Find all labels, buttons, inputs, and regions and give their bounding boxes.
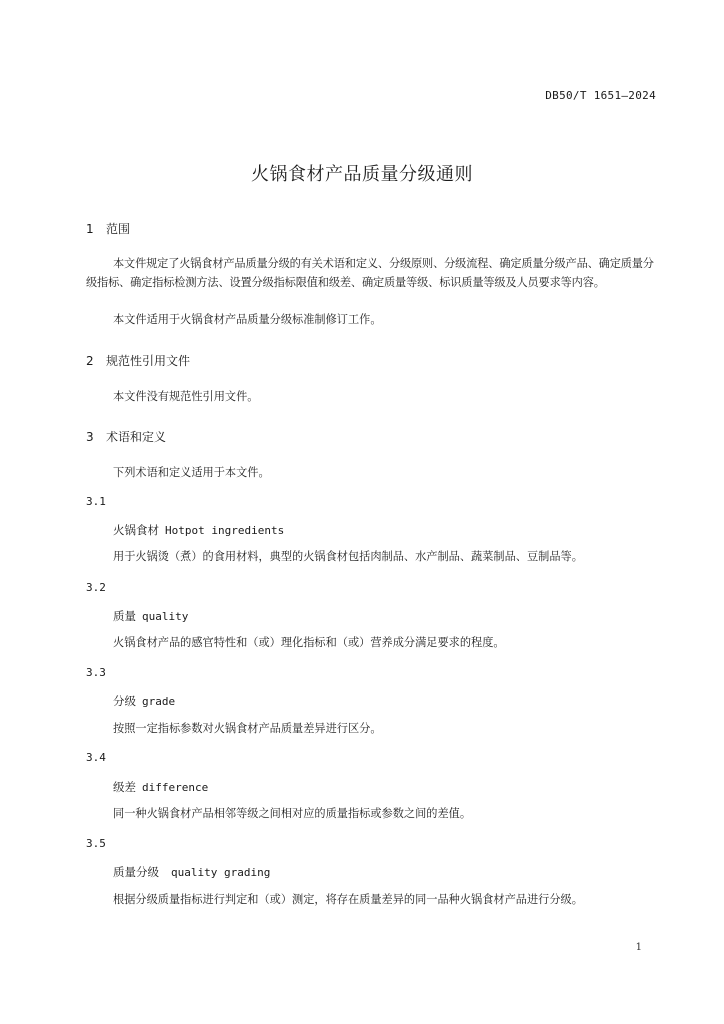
terms-intro-paragraph: 下列术语和定义适用于本文件。	[113, 466, 270, 479]
term-definition: 按照一定指标参数对火锅食材产品质量差异进行区分。	[113, 722, 382, 735]
term-chinese: 质量	[113, 609, 136, 623]
section-title: 术语和定义	[106, 430, 167, 444]
section-title: 规范性引用文件	[106, 354, 191, 368]
term-entry	[113, 693, 175, 709]
term-definition: 同一种火锅食材产品相邻等级之间相对应的质量指标或参数之间的差值。	[113, 807, 472, 820]
section-heading-terms-definitions	[86, 428, 166, 445]
term-english: Hotpot ingredients	[165, 524, 285, 537]
term-entry	[113, 522, 284, 538]
term-number: 3.1	[86, 495, 106, 508]
term-chinese: 质量分级	[113, 865, 159, 879]
term-english: grade	[142, 695, 176, 708]
term-definition: 火锅食材产品的感官特性和（或）理化指标和（或）营养成分满足要求的程度。	[113, 636, 505, 649]
scope-paragraph-2: 本文件适用于火锅食材产品质量分级标准制修订工作。	[113, 313, 382, 326]
section-heading-scope	[86, 220, 130, 237]
section-number: 1	[86, 222, 94, 236]
section-heading-normative-references	[86, 352, 190, 369]
term-entry	[113, 864, 270, 880]
term-english: quality grading	[171, 866, 271, 879]
section-title: 范围	[106, 222, 131, 236]
term-definition: 根据分级质量指标进行判定和（或）测定，将存在质量差异的同一品种火锅食材产品进行分级。	[113, 893, 583, 906]
term-number: 3.3	[86, 666, 106, 679]
term-number: 3.5	[86, 837, 106, 850]
term-number: 3.4	[86, 751, 106, 764]
normative-references-paragraph: 本文件没有规范性引用文件。	[113, 390, 259, 403]
term-english: quality	[142, 610, 189, 623]
section-number: 3	[86, 430, 94, 444]
scope-paragraph-1: 本文件规定了火锅食材产品质量分级的有关术语和定义、分级原则、分级流程、确定质量分级产品、确定质量分级指标、确定指标检测方法、设置分级指标限值和级差、确定质量等级、标识质量等级及人员要求等内容。	[86, 257, 654, 289]
term-definition: 用于火锅烫（煮）的食用材料，典型的火锅食材包括肉制品、水产制品、蔬菜制品、豆制品等。	[113, 550, 583, 563]
document-title: 火锅食材产品质量分级通则	[251, 164, 473, 185]
page-number: 1	[635, 942, 642, 953]
term-chinese: 分级	[113, 694, 136, 708]
term-english: difference	[142, 781, 209, 794]
term-entry	[113, 779, 208, 795]
term-chinese: 火锅食材	[113, 523, 159, 537]
term-number: 3.2	[86, 581, 106, 594]
document-code: DB50/T 1651—2024	[545, 89, 656, 102]
term-entry	[113, 608, 188, 624]
term-chinese: 级差	[113, 780, 136, 794]
section-number: 2	[86, 354, 94, 368]
